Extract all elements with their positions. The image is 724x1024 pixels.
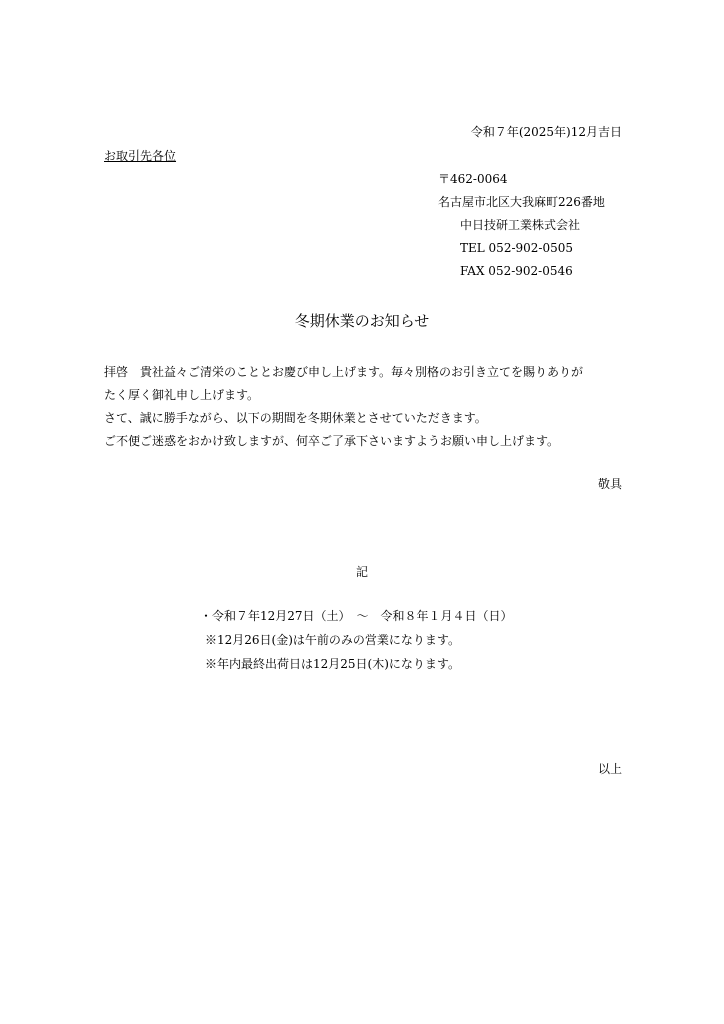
recipient: お取引先各位	[104, 149, 177, 163]
body-line-2: たく厚く御礼申し上げます。	[104, 388, 260, 402]
holiday-details	[200, 604, 513, 676]
sender-tel: TEL 052-902-0505	[460, 241, 574, 255]
note-half-day: ※12月26日(金)は午前のみの営業になります。	[205, 633, 460, 647]
body-line-4: ご不便ご迷惑をおかけ致しますが、何卒ご了承下さいますようお願い申し上げます。	[104, 434, 560, 448]
note-last-shipment: ※年内最終出荷日は12月25日(木)になります。	[205, 657, 460, 671]
sender-block	[438, 168, 668, 283]
closing-ijo: 以上	[597, 762, 622, 776]
closing-keigu: 敬具	[597, 477, 622, 491]
ki-heading: 記	[355, 565, 368, 579]
sender-company: 中日技研工業株式会社	[460, 218, 581, 232]
document-date: 令和７年(2025年)12月吉日	[470, 125, 622, 139]
notice-title: 冬期休業のお知らせ	[294, 312, 430, 330]
body-line-3: さて、誠に勝手ながら、以下の期間を冬期休業とさせていただきます。	[104, 411, 487, 425]
body-line-1: 拝啓 貴社益々ご清栄のこととお慶び申し上げます。毎々別格のお引き立てを賜りありが	[104, 365, 584, 379]
notice-body	[104, 361, 624, 453]
sender-fax: FAX 052-902-0546	[460, 264, 573, 278]
sender-postal: 〒462-0064	[438, 172, 508, 186]
sender-address: 名古屋市北区大我麻町226番地	[438, 195, 605, 209]
holiday-period: ・令和７年12月27日（土） ～ 令和８年１月４日（日）	[200, 609, 513, 623]
